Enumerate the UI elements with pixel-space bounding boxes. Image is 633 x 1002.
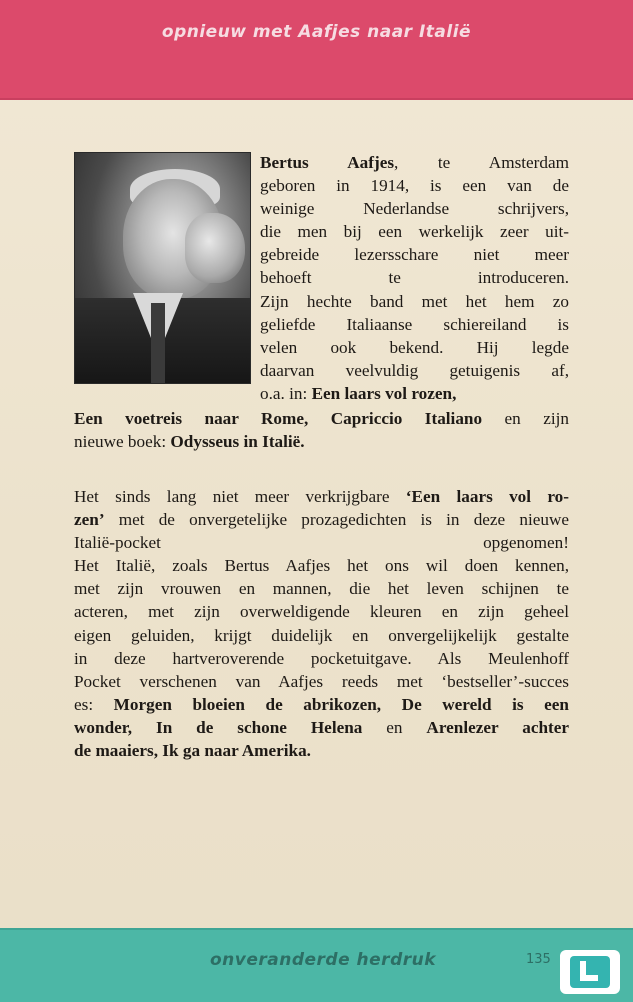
text-line bbox=[74, 624, 569, 647]
body-text: Italië-pocket opgenomen! bbox=[74, 533, 569, 553]
body-text: gebreide lezersschare niet meer bbox=[260, 245, 569, 265]
text-line bbox=[260, 313, 569, 336]
body-text: velen ook bekend. Hij legde bbox=[260, 337, 569, 357]
body-text: Het Italië, zoals Bertus Aafjes het ons wil doen kennen, bbox=[74, 556, 569, 576]
lastdodo-mark-icon bbox=[570, 956, 610, 988]
text-line bbox=[74, 647, 569, 670]
bold-title-text: Morgen bloeien de abrikozen, De wereld is een bbox=[113, 694, 569, 714]
text-line bbox=[260, 243, 569, 266]
text-line bbox=[74, 693, 569, 716]
body-text: en bbox=[362, 717, 427, 737]
top-color-band bbox=[0, 0, 633, 100]
body-text: Zijn hechte band met het hem zo bbox=[260, 291, 569, 311]
author-photo bbox=[74, 152, 251, 384]
text-line bbox=[74, 407, 569, 430]
text-line bbox=[74, 430, 569, 453]
bold-title-text: Odysseus in Italië. bbox=[170, 432, 305, 452]
text-line bbox=[260, 266, 569, 289]
bold-title-text: ‘Een laars vol ro- bbox=[405, 487, 569, 506]
reprint-note: onveranderde herdruk bbox=[210, 950, 437, 970]
text-line bbox=[74, 739, 569, 762]
body-text: acteren, met zijn overweldigende kleuren en zijn geheel bbox=[74, 602, 569, 622]
bold-title-text: de maaiers, Ik ga naar Amerika. bbox=[74, 741, 311, 761]
body-text: geliefde Italiaanse schiereiland is bbox=[260, 314, 569, 334]
body-text: die men bij een werkelijk zeer uit- bbox=[260, 222, 569, 242]
cover-tagline: opnieuw met Aafjes naar Italië bbox=[161, 22, 472, 42]
lastdodo-logo bbox=[560, 950, 620, 994]
text-line bbox=[74, 577, 569, 600]
body-text: weinige Nederlandse schrijvers, bbox=[260, 199, 569, 219]
body-text: es: bbox=[74, 694, 114, 714]
text-line bbox=[74, 716, 569, 739]
text-line bbox=[74, 670, 569, 693]
text-line bbox=[74, 600, 569, 623]
book-description bbox=[74, 485, 569, 762]
text-line bbox=[260, 197, 569, 220]
text-line bbox=[260, 151, 569, 174]
body-text: eigen geluiden, krijgt duidelijk en onvergelijkelijk gestalte bbox=[74, 625, 569, 645]
text-line bbox=[260, 290, 569, 313]
series-number: 135 bbox=[526, 952, 551, 967]
body-text: nieuwe boek: bbox=[74, 432, 171, 452]
text-line bbox=[74, 531, 569, 554]
body-text: Het sinds lang niet meer verkrijgbare bbox=[74, 487, 406, 506]
bold-title-text: zen’ bbox=[74, 510, 105, 530]
body-text: , te Amsterdam bbox=[394, 153, 569, 172]
body-text: behoeft te introduceren. bbox=[260, 268, 569, 288]
text-line bbox=[260, 174, 569, 197]
body-text: in deze hartveroverende pocketuitgave. Als Meulenhoff bbox=[74, 648, 569, 668]
body-text: met zijn vrouwen en mannen, die het leven schijnen te bbox=[74, 579, 569, 599]
body-text: o.a. in: bbox=[260, 383, 312, 403]
bottom-color-band bbox=[0, 928, 633, 1002]
text-line bbox=[260, 336, 569, 359]
bold-title-text: Een voetreis naar Rome, Capriccio Italiano bbox=[74, 409, 483, 428]
text-line bbox=[74, 485, 569, 508]
text-line bbox=[74, 508, 569, 531]
text-line bbox=[74, 554, 569, 577]
body-text: daarvan veelvuldig getuigenis af, bbox=[260, 360, 569, 380]
body-text: en zijn bbox=[482, 409, 569, 428]
text-line bbox=[260, 359, 569, 382]
author-intro-continued bbox=[74, 407, 569, 453]
body-text: geboren in 1914, is een van de bbox=[260, 176, 569, 196]
bold-title-text: wonder, In de schone Helena bbox=[74, 717, 363, 737]
author-intro bbox=[260, 151, 569, 405]
body-text: met de onvergetelijke prozagedichten is in deze nieuwe bbox=[104, 510, 569, 530]
bold-title-text: Arenlezer achter bbox=[426, 717, 569, 737]
text-line bbox=[260, 382, 569, 405]
bold-title-text: Een laars vol rozen, bbox=[311, 383, 457, 403]
bold-title-text: Bertus Aafjes bbox=[260, 153, 395, 172]
body-text: Pocket verschenen van Aafjes reeds met ‘bestseller’-succes bbox=[74, 671, 569, 691]
text-line bbox=[260, 220, 569, 243]
